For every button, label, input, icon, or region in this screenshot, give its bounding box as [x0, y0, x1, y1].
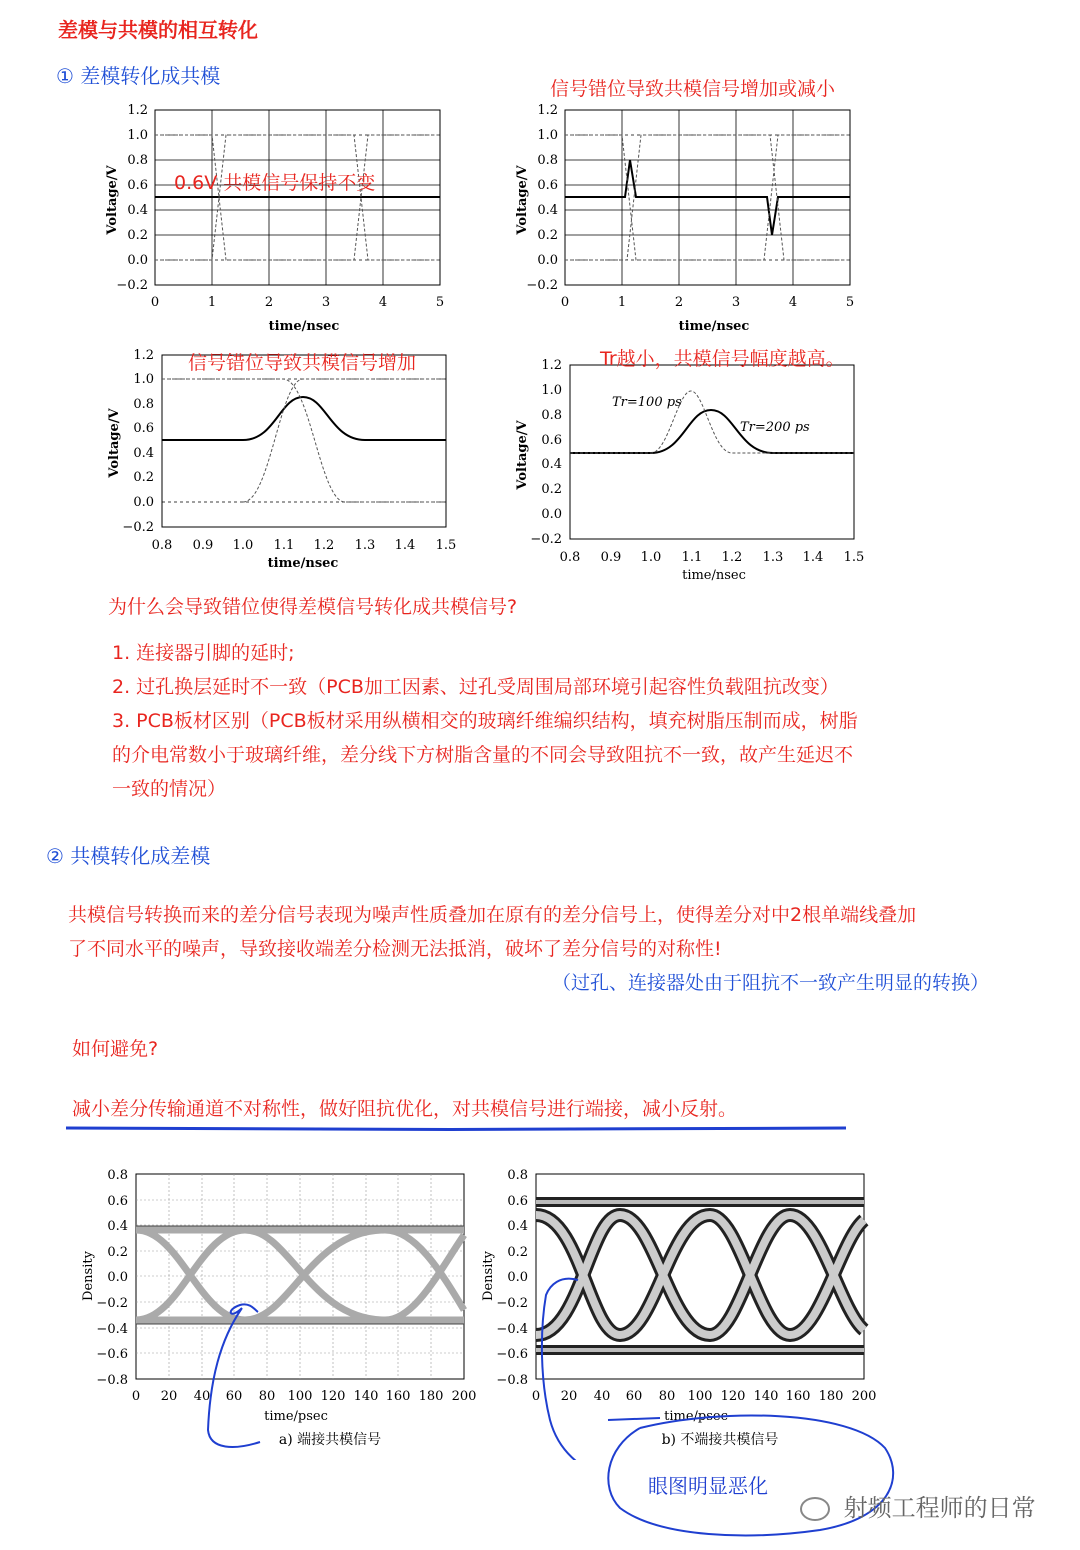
tick-label: 0 [560, 295, 570, 310]
tick-label: −0.2 [496, 1296, 528, 1311]
x-axis-label: time/psec [264, 1409, 328, 1424]
tick-label: 3 [321, 295, 331, 310]
tick-label: 80 [658, 1389, 676, 1404]
tick-label: 20 [160, 1389, 178, 1404]
y-axis-label: Voltage/V [515, 420, 530, 490]
tick-label: 0.2 [507, 1245, 528, 1260]
x-axis-label: time/nsec [682, 568, 746, 583]
tick-label: 2 [264, 295, 274, 310]
tick-label: 5 [845, 295, 855, 310]
paragraph-line: 了不同水平的噪声，导致接收端差分检测无法抵消，破坏了差分信号的对称性! [68, 938, 722, 960]
chart-1 [100, 100, 470, 340]
tick-label: −0.2 [122, 520, 154, 535]
tick-label: −0.2 [530, 532, 562, 547]
reasons-list [112, 636, 972, 806]
tick-label: 1.2 [133, 348, 154, 363]
tick-label: 0.0 [127, 253, 148, 268]
series-line [162, 397, 446, 440]
tick-label: −0.2 [526, 278, 558, 293]
tick-label: 1.1 [681, 550, 703, 565]
tick-label: 1.1 [273, 538, 295, 553]
tick-label: 0 [531, 1389, 541, 1404]
tick-label: −0.6 [96, 1347, 128, 1362]
tick-label: 0.2 [541, 482, 562, 497]
tick-label: 1 [207, 295, 217, 310]
annotation-fig2: 信号错位导致共模信号增加或减小 [550, 78, 836, 100]
tick-label: 0 [150, 295, 160, 310]
tick-label: 0.8 [537, 153, 558, 168]
tick-label: 140 [353, 1389, 379, 1404]
tick-label: 120 [320, 1389, 346, 1404]
series-label: Tr=100 ps [612, 395, 682, 410]
note-text: （过孔、连接器处由于阻抗不一致产生明显的转换） [552, 972, 990, 994]
tick-label: 60 [225, 1389, 243, 1404]
tick-label: 1.2 [537, 103, 558, 118]
tick-label: −0.4 [96, 1322, 128, 1337]
explanation-paragraph [68, 898, 1028, 966]
tick-label: 1.3 [354, 538, 376, 553]
tick-label: 0.6 [541, 433, 562, 448]
tick-label: −0.2 [96, 1296, 128, 1311]
tick-label: 0.4 [107, 1219, 128, 1234]
tick-label: 60 [625, 1389, 643, 1404]
watermark [800, 1488, 1036, 1523]
tick-label: 0.8 [107, 1168, 128, 1183]
tick-label: 140 [753, 1389, 779, 1404]
tick-label: 0.4 [541, 457, 562, 472]
section-1-heading: ① 差模转化成共模 [56, 64, 221, 88]
y-axis-label: Density [481, 1251, 496, 1301]
tick-label: 1.0 [127, 128, 148, 143]
tick-label: 1.2 [127, 103, 148, 118]
tick-label: 1.0 [537, 128, 558, 143]
tick-label: −0.4 [496, 1322, 528, 1337]
tick-label: 0.4 [507, 1219, 528, 1234]
tick-label: 0.0 [133, 495, 154, 510]
tick-label: 100 [287, 1389, 313, 1404]
tick-label: 160 [385, 1389, 411, 1404]
eye-diagram-a [70, 1160, 490, 1460]
annotation-fig3: 信号错位导致共模信号增加 [188, 352, 417, 374]
tick-label: 1.5 [843, 550, 865, 565]
tick-label: 0.8 [507, 1168, 528, 1183]
tick-label: 180 [418, 1389, 444, 1404]
question-text: 为什么会导致错位使得差模信号转化成共模信号? [108, 596, 518, 618]
tick-label: 80 [258, 1389, 276, 1404]
paragraph-line: 共模信号转换而来的差分信号表现为噪声性质叠加在原有的差分信号上，使得差分对中2根单端线叠加 [68, 904, 917, 926]
tick-label: 0.6 [107, 1194, 128, 1209]
tick-label: 0.0 [537, 253, 558, 268]
tick-label: 1.0 [232, 538, 254, 553]
tick-label: 40 [193, 1389, 211, 1404]
tick-label: 180 [818, 1389, 844, 1404]
tick-label: 1.2 [721, 550, 743, 565]
wechat-icon [800, 1497, 830, 1521]
list-item: 3. PCB板材区别（PCB板材采用纵横相交的玻璃纤维编织结构，填充树脂压制而成，树脂 [112, 710, 858, 732]
tick-label: 0 [131, 1389, 141, 1404]
tick-label: 0.2 [127, 228, 148, 243]
tick-label: 200 [451, 1389, 477, 1404]
tick-label: 20 [560, 1389, 578, 1404]
chart-2 [510, 100, 880, 340]
tick-label: 0.4 [127, 203, 148, 218]
tick-label: 1.0 [541, 383, 562, 398]
tick-label: −0.2 [116, 278, 148, 293]
watermark-text: 射频工程师的日常 [843, 1494, 1036, 1522]
tick-label: 0.0 [107, 1270, 128, 1285]
tick-label: 0.0 [507, 1270, 528, 1285]
x-axis-label: time/nsec [268, 319, 340, 334]
y-axis-label: Voltage/V [105, 165, 120, 235]
tick-label: 1.4 [802, 550, 824, 565]
tick-label: 0.2 [537, 228, 558, 243]
tick-label: 5 [435, 295, 445, 310]
list-item: 2. 过孔换层延时不一致（PCB加工因素、过孔受周围局部环境引起容性负载阻抗改变） [112, 676, 839, 698]
series-label: Tr=200 ps [740, 420, 810, 435]
tick-label: 0.2 [107, 1245, 128, 1260]
tick-label: −0.8 [96, 1373, 128, 1388]
tick-label: 1.0 [133, 372, 154, 387]
tick-label: 200 [851, 1389, 877, 1404]
eye-annotation: 眼图明显恶化 [648, 1474, 768, 1498]
tick-label: 160 [785, 1389, 811, 1404]
tick-label: 4 [788, 295, 798, 310]
tick-label: 0.2 [133, 470, 154, 485]
tick-label: 100 [687, 1389, 713, 1404]
y-axis-label: Voltage/V [107, 408, 122, 478]
tick-label: 0.9 [192, 538, 214, 553]
blue-underline [60, 1120, 860, 1136]
chart-3 [100, 345, 470, 575]
tick-label: 1.5 [435, 538, 457, 553]
tick-label: 0.4 [133, 446, 154, 461]
tick-label: 1.0 [640, 550, 662, 565]
tick-label: 0.8 [133, 397, 154, 412]
tick-label: 1 [617, 295, 627, 310]
tick-label: 1.4 [394, 538, 416, 553]
tick-label: 1.2 [541, 358, 562, 373]
tick-label: 120 [720, 1389, 746, 1404]
tick-label: 1.3 [762, 550, 784, 565]
list-item: 1. 连接器引脚的延时; [112, 642, 295, 664]
tick-label: 0.4 [537, 203, 558, 218]
x-axis-label: time/psec [664, 1409, 728, 1424]
tick-label: 0.6 [133, 421, 154, 436]
chart-4 [508, 355, 878, 585]
tick-label: 1.2 [313, 538, 335, 553]
annotation-fig1: 0.6V 共模信号保持不变 [174, 172, 376, 194]
section-2-heading: ② 共模转化成差模 [46, 844, 211, 868]
tick-label: 0.8 [151, 538, 173, 553]
tick-label: 0.0 [541, 507, 562, 522]
tick-label: 0.6 [127, 178, 148, 193]
tick-label: 0.6 [507, 1194, 528, 1209]
tick-label: 4 [378, 295, 388, 310]
tick-label: −0.8 [496, 1373, 528, 1388]
series-line [565, 160, 850, 235]
list-item: 的介电常数小于玻璃纤维，差分线下方树脂含量的不同会导致阻抗不一致，故产生延迟不 [112, 744, 854, 766]
tick-label: 0.8 [559, 550, 581, 565]
figure-caption: a) 端接共模信号 [278, 1432, 382, 1448]
annotation-fig4: Tr越小，共模信号幅度越高。 [600, 348, 845, 370]
tick-label: 0.8 [541, 408, 562, 423]
tick-label: 0.8 [127, 153, 148, 168]
x-axis-label: time/nsec [267, 556, 339, 571]
y-axis-label: Voltage/V [515, 165, 530, 235]
tick-label: 40 [593, 1389, 611, 1404]
tick-label: 2 [674, 295, 684, 310]
list-item: 一致的情况） [112, 778, 227, 800]
series-line [570, 410, 854, 453]
page-title: 差模与共模的相互转化 [58, 18, 258, 42]
tick-label: −0.6 [496, 1347, 528, 1362]
how-to-avoid-answer: 减小差分传输通道不对称性，做好阻抗优化，对共模信号进行端接，减小反射。 [72, 1098, 738, 1120]
figure-caption: b) 不端接共模信号 [661, 1432, 779, 1448]
tick-label: 0.9 [600, 550, 622, 565]
x-axis-label: time/nsec [678, 319, 750, 334]
how-to-avoid-heading: 如何避免? [72, 1038, 159, 1060]
tick-label: 3 [731, 295, 741, 310]
tick-label: 0.6 [537, 178, 558, 193]
y-axis-label: Density [81, 1251, 96, 1301]
